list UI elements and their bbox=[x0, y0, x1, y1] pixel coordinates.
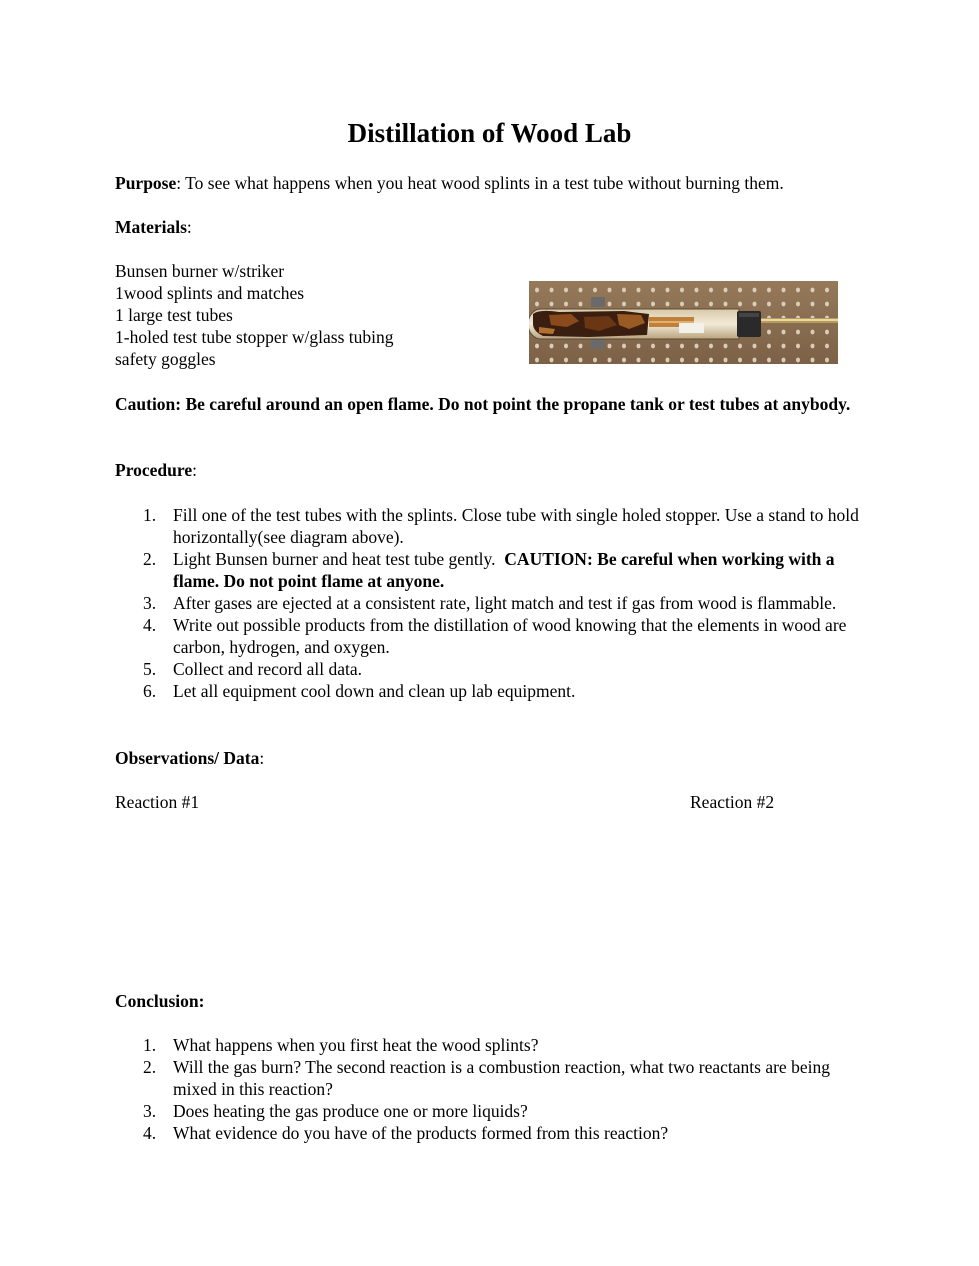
conclusion-questions bbox=[115, 1034, 860, 1144]
materials-item: 1wood splints and matches bbox=[115, 283, 305, 303]
materials-item: safety goggles bbox=[115, 349, 216, 369]
procedure-heading: Procedure: bbox=[115, 460, 197, 480]
procedure-step: 1. Fill one of the test tubes with the splints. Close tube with single holed stopper. Use a stand to hold horizontally(see diagram above). bbox=[143, 505, 859, 547]
conclusion-question: 3. Does heating the gas produce one or more liquids? bbox=[143, 1101, 528, 1121]
materials-label: Materials bbox=[115, 217, 187, 237]
conclusion-question: 4. What evidence do you have of the products formed from this reaction? bbox=[143, 1123, 669, 1143]
materials-heading: Materials: bbox=[115, 217, 192, 237]
conclusion-label: Conclusion: bbox=[115, 991, 205, 1011]
materials-item: Bunsen burner w/striker bbox=[115, 261, 285, 281]
reaction-1-label: Reaction #1 bbox=[115, 792, 200, 812]
procedure-list bbox=[115, 504, 860, 702]
conclusion-question: 2. Will the gas burn? The second reaction is a combustion reaction, what two reactants are being mixed in this reaction? bbox=[143, 1057, 830, 1099]
test-tube-photo bbox=[529, 281, 838, 364]
procedure-step: 2. Light Bunsen burner and heat test tube gently. CAUTION: Be careful when working with a flame. Do not point flame at anyone. bbox=[143, 549, 835, 591]
procedure-step: 3. After gases are ejected at a consistent rate, light match and test if gas from wood is flammable. bbox=[143, 593, 837, 613]
conclusion-heading bbox=[115, 990, 204, 1012]
conclusion-question: 1. What happens when you first heat the wood splints? bbox=[143, 1035, 539, 1055]
purpose-text: : To see what happens when you heat wood splints in a test tube without burning them. bbox=[176, 173, 784, 193]
procedure-step: 5. Collect and record all data. bbox=[143, 659, 363, 679]
page-title: Distillation of Wood Lab bbox=[347, 118, 632, 148]
observations-label: Observations/ Data bbox=[115, 748, 260, 768]
procedure-step: 4. Write out possible products from the distillation of wood knowing that the elements in wood are carbon, hydrogen, and oxygen. bbox=[143, 615, 847, 657]
observations-heading: Observations/ Data: bbox=[115, 748, 265, 768]
procedure-step: 6. Let all equipment cool down and clean up lab equipment. bbox=[143, 681, 576, 701]
materials-item: 1 large test tubes bbox=[115, 305, 233, 325]
procedure-label: Procedure bbox=[115, 460, 193, 480]
caution-warning: Caution: Be careful around an open flame. Do not point the propane tank or test tubes at anybody. bbox=[115, 394, 851, 414]
reaction-2-label: Reaction #2 bbox=[690, 792, 775, 812]
materials-item: 1-holed test tube stopper w/glass tubing bbox=[115, 327, 394, 347]
purpose-label: Purpose bbox=[115, 173, 177, 193]
purpose-paragraph bbox=[115, 172, 860, 194]
